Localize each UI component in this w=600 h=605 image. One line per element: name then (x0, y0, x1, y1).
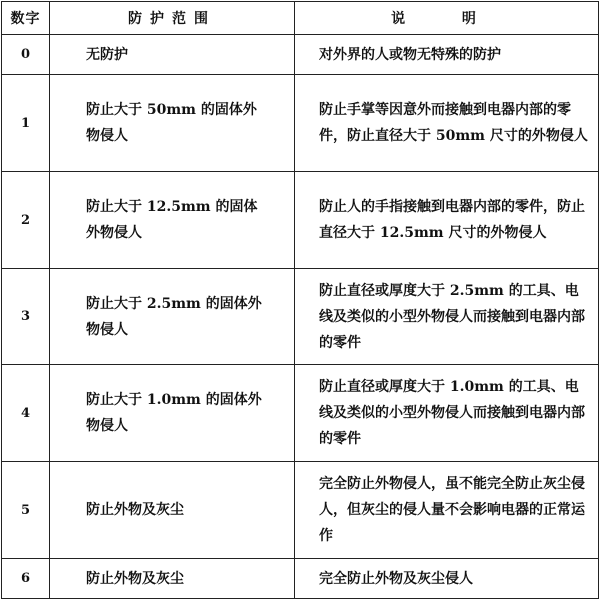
row-protection-range: 防止大于 2.5mm 的固体外物侵人 (50, 269, 295, 365)
row-number: 2 (2, 172, 50, 269)
row-number: 0 (2, 35, 50, 75)
header-description: 说 明 (295, 2, 599, 35)
row-description: 防止手掌等因意外而接触到电器内部的零件，防止直径大于 50mm 尺寸的外物侵人 (295, 75, 599, 172)
row-number: 3 (2, 269, 50, 365)
row-number: 1 (2, 75, 50, 172)
table-row (2, 269, 599, 365)
table-row (2, 35, 599, 75)
row-protection-range: 防止外物及灰尘 (50, 559, 295, 599)
header-number: 数字 (2, 2, 50, 35)
header-protection-range: 防护范围 (50, 2, 295, 35)
row-protection-range: 防止大于 50mm 的固体外物侵人 (50, 75, 295, 172)
row-number: 6 (2, 559, 50, 599)
table-row (2, 462, 599, 559)
row-number: 4 (2, 365, 50, 462)
table-row (2, 75, 599, 172)
row-description: 对外界的人或物无特殊的防护 (295, 35, 599, 75)
row-protection-range: 无防护 (50, 35, 295, 75)
row-protection-range: 防止外物及灰尘 (50, 462, 295, 559)
row-protection-range: 防止大于 12.5mm 的固体外物侵人 (50, 172, 295, 269)
row-description: 防止直径或厚度大于 1.0mm 的工具、电线及类似的小型外物侵人而接触到电器内部的零件 (295, 365, 599, 462)
table-row (2, 172, 599, 269)
row-number: 5 (2, 462, 50, 559)
row-description: 防止直径或厚度大于 2.5mm 的工具、电线及类似的小型外物侵人而接触到电器内部的零件 (295, 269, 599, 365)
row-description: 完全防止外物侵人，虽不能完全防止灰尘侵人，但灰尘的侵人量不会影响电器的正常运作 (295, 462, 599, 559)
table-row (2, 365, 599, 462)
table-header-row (2, 2, 599, 35)
row-description: 防止人的手指接触到电器内部的零件，防止直径大于 12.5mm 尺寸的外物侵人 (295, 172, 599, 269)
row-protection-range: 防止大于 1.0mm 的固体外物侵人 (50, 365, 295, 462)
table-row (2, 559, 599, 599)
row-description: 完全防止外物及灰尘侵人 (295, 559, 599, 599)
ip-protection-table (1, 1, 599, 599)
